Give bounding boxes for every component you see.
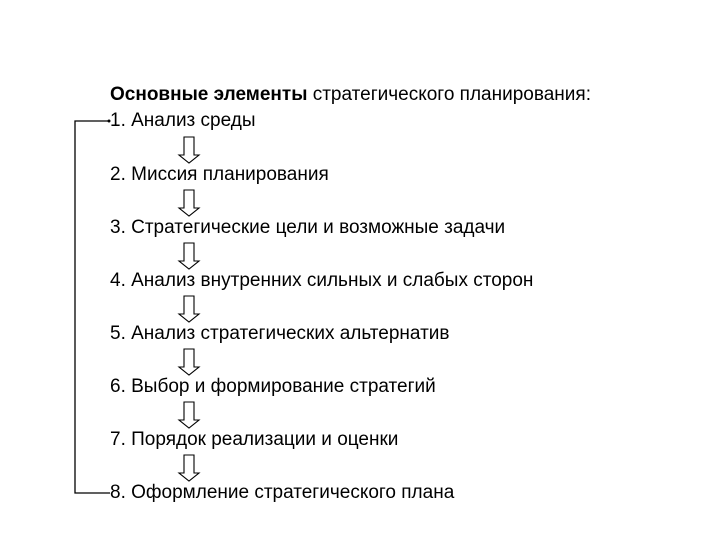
down-arrow-icon-7 [179,455,199,481]
step-6: 6. Выбор и формирование стратегий [110,376,436,397]
down-arrow-icon-5 [179,349,199,375]
diagram-heading [110,84,591,106]
step-4: 4. Анализ внутренних сильных и слабых сторон [110,270,534,291]
heading-rest-text: стратегического планирования: [307,84,591,105]
down-arrow-icon-1 [179,137,199,163]
down-arrow-icon-6 [179,402,199,428]
step-1: 1. Анализ среды [110,110,256,131]
heading-bold-text: Основные элементы [110,84,308,105]
step-5: 5. Анализ стратегических альтернатив [110,323,450,344]
feedback-loop-line [75,121,110,493]
step-7: 7. Порядок реализации и оценки [110,429,399,450]
step-3: 3. Стратегические цели и возможные задачи [110,217,506,238]
step-8: 8. Оформление стратегического плана [110,482,455,503]
down-arrow-icon-2 [179,190,199,216]
step-2: 2. Миссия планирования [110,164,329,185]
down-arrow-icon-4 [179,296,199,322]
down-arrow-icon-3 [179,243,199,269]
